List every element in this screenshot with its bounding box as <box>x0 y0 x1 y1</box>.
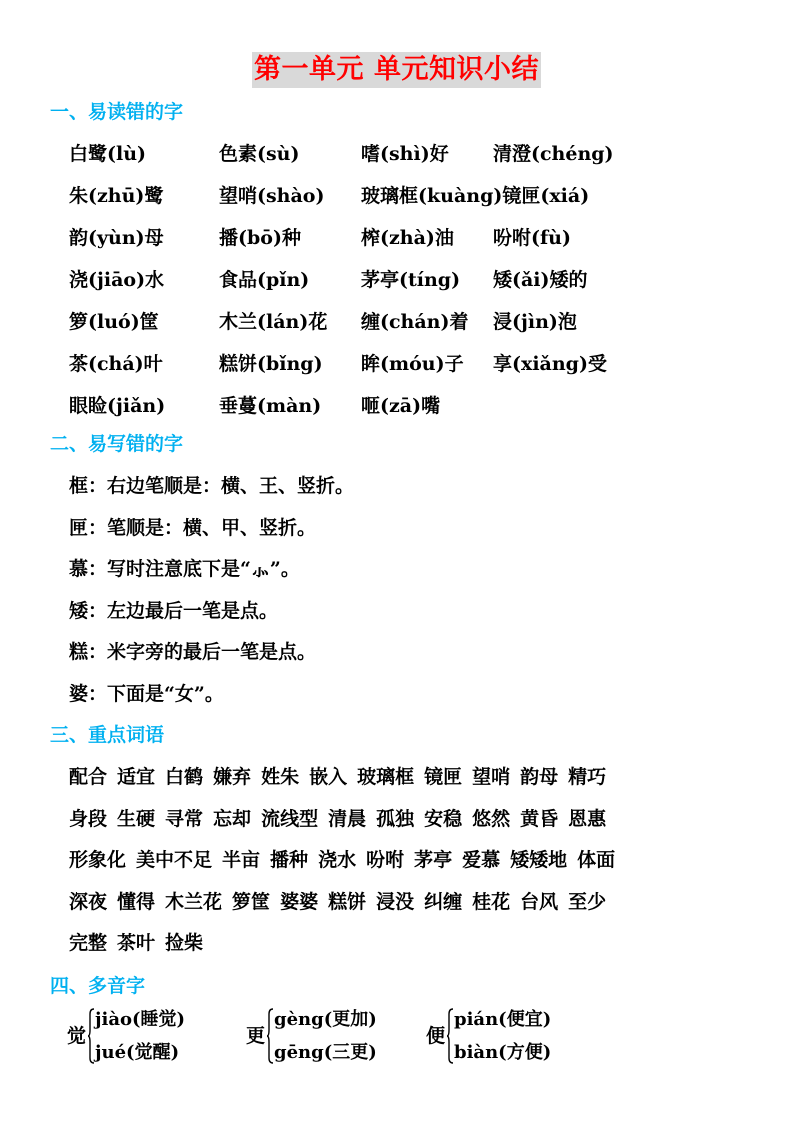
brace-icon <box>267 1008 274 1064</box>
polyphone-reading: jué(觉醒) <box>95 1042 180 1063</box>
pinyin-item: 食品(pǐn) <box>219 269 310 291</box>
pinyin-item: 韵(yùn)母 <box>69 227 164 249</box>
pinyin-item: 糕饼(bǐng) <box>219 353 323 375</box>
word: 播种 <box>270 849 309 872</box>
word: 箩筐 <box>232 890 271 913</box>
word: 恩惠 <box>568 807 607 830</box>
writing-note: 慕：写时注意底下是“⺗”。 <box>69 558 300 580</box>
section-heading-polyphones: 四、多音字 <box>50 975 146 997</box>
word: 婆婆 <box>280 890 319 913</box>
pinyin-item: 箩(luó)筐 <box>69 311 159 333</box>
writing-note: 糕：米字旁的最后一笔是点。 <box>69 641 317 663</box>
word: 孤独 <box>376 807 415 830</box>
word: 糕饼 <box>328 890 367 913</box>
word: 悠然 <box>472 807 511 830</box>
word: 半亩 <box>222 849 261 872</box>
writing-note: 矮：左边最后一笔是点。 <box>69 599 279 622</box>
word: 流线型 <box>261 807 319 830</box>
word: 茅亭 <box>414 849 453 872</box>
word: 纠缠 <box>424 890 463 913</box>
key-words-list <box>69 765 625 973</box>
pinyin-item: 朱(zhū)鹭 <box>69 185 164 207</box>
word: 桂花 <box>472 890 511 913</box>
brace-icon <box>447 1008 454 1064</box>
pinyin-item: 矮(ǎi)矮的 <box>493 269 588 291</box>
pinyin-item: 望哨(shào) <box>219 185 325 207</box>
word: 身段 <box>69 807 108 830</box>
word: 望哨 <box>472 766 511 788</box>
section-heading-miswritten: 二、易写错的字 <box>50 433 184 455</box>
word: 台风 <box>520 890 559 913</box>
pinyin-item: 咂(zā)嘴 <box>361 395 441 417</box>
brace-icon <box>88 1008 95 1064</box>
pinyin-item: 浇(jiāo)水 <box>69 269 165 291</box>
section-heading-key-words: 三、重点词语 <box>50 724 165 746</box>
word: 矮矮地 <box>510 849 568 872</box>
word-row <box>69 890 625 932</box>
word: 爱慕 <box>462 849 501 872</box>
word: 吩咐 <box>366 849 405 872</box>
word: 生硬 <box>117 807 156 830</box>
word: 清晨 <box>328 807 367 830</box>
word: 深夜 <box>69 890 108 913</box>
polyphone-reading: gèng(更加) <box>274 1009 377 1030</box>
word-row <box>69 765 625 807</box>
word: 姓朱 <box>261 766 300 788</box>
word: 安稳 <box>424 807 463 830</box>
polyphone-char: 便 <box>426 1025 446 1047</box>
pinyin-item: 播(bō)种 <box>219 227 301 249</box>
pinyin-item: 白鹭(lù) <box>69 143 147 165</box>
word: 镜匣 <box>424 766 463 788</box>
word: 美中不足 <box>136 849 213 872</box>
word: 韵母 <box>520 766 559 788</box>
pinyin-item: 玻璃框(kuàng)镜匣(xiá) <box>361 185 590 207</box>
pinyin-item: 色素(sù) <box>219 143 300 165</box>
word: 嫌弃 <box>213 766 252 788</box>
word-row <box>69 931 625 973</box>
writing-note: 婆：下面是“女”。 <box>69 682 224 705</box>
word: 茶叶 <box>117 932 156 955</box>
word: 白鹤 <box>165 766 204 788</box>
pinyin-item: 眼睑(jiǎn) <box>69 395 166 417</box>
word: 捡柴 <box>165 932 204 955</box>
page-title <box>0 52 793 88</box>
polyphone-reading: jiào(睡觉) <box>95 1009 186 1030</box>
word: 精巧 <box>568 766 607 788</box>
pinyin-item: 缠(chán)着 <box>361 311 469 333</box>
polyphone-reading: gēng(三更) <box>274 1042 377 1063</box>
word: 适宜 <box>117 766 156 788</box>
pinyin-item: 吩咐(fù) <box>493 227 571 249</box>
pinyin-item: 茅亭(tíng) <box>361 269 461 291</box>
word: 嵌入 <box>309 766 348 788</box>
word: 浸没 <box>376 890 415 913</box>
polyphone-reading: biàn(方便) <box>454 1042 552 1063</box>
pinyin-item: 浸(jìn)泡 <box>493 311 577 333</box>
word: 形象化 <box>69 849 127 872</box>
pinyin-item: 清澄(chéng) <box>493 143 614 165</box>
pinyin-item: 榨(zhà)油 <box>361 227 454 249</box>
pinyin-item: 享(xiǎng)受 <box>493 353 607 375</box>
writing-note: 框：右边笔顺是：横、王、竖折。 <box>69 475 355 497</box>
word: 木兰花 <box>165 890 223 913</box>
polyphone-char: 更 <box>246 1025 266 1047</box>
word: 忘却 <box>213 807 252 830</box>
section-heading-misread: 一、易读错的字 <box>50 101 184 123</box>
word: 懂得 <box>117 890 156 913</box>
pinyin-item: 眸(móu)子 <box>361 353 464 375</box>
word: 玻璃框 <box>357 766 415 788</box>
word: 完整 <box>69 932 108 955</box>
word-row <box>69 848 625 890</box>
polyphone-char: 觉 <box>67 1025 87 1047</box>
pinyin-item: 木兰(lán)花 <box>219 311 328 333</box>
pinyin-item: 茶(chá)叶 <box>69 353 163 375</box>
word-row <box>69 807 625 849</box>
miswritten-chars-list <box>69 474 354 723</box>
polyphone-reading: pián(便宜) <box>454 1009 552 1030</box>
page-title-text: 第一单元 单元知识小结 <box>252 52 541 88</box>
word: 至少 <box>568 890 607 913</box>
pinyin-item: 垂蔓(màn) <box>219 395 322 417</box>
word: 寻常 <box>165 807 204 830</box>
word: 体面 <box>577 849 616 872</box>
word: 黄昏 <box>520 807 559 830</box>
writing-note: 匣：笔顺是：横、甲、竖折。 <box>69 516 317 539</box>
word: 配合 <box>69 766 108 788</box>
word: 浇水 <box>318 849 357 872</box>
pinyin-item: 嗜(shì)好 <box>361 143 449 165</box>
